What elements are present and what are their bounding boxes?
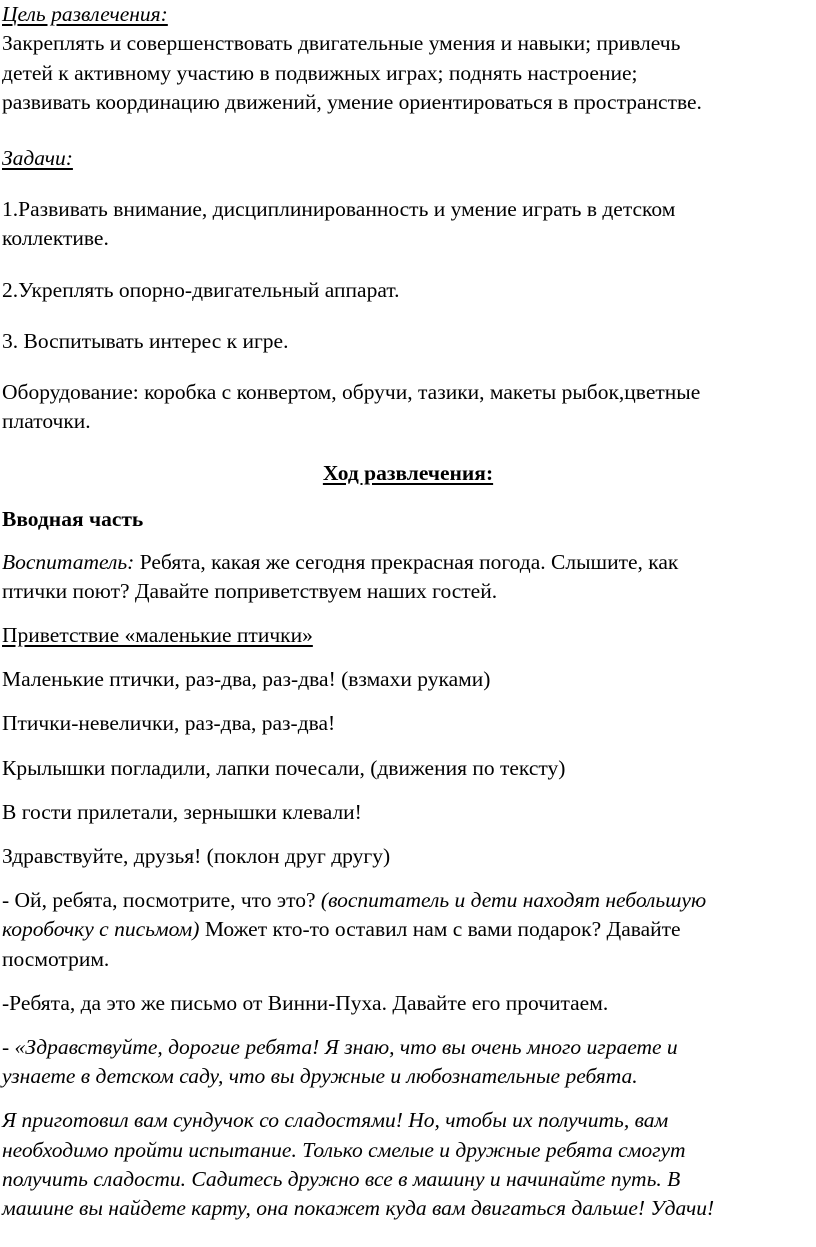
teacher-speech: Ребята, какая же сегодня прекрасная погода. Слышите, как <box>134 550 679 574</box>
dialog-line <box>2 915 681 944</box>
dialog-remark: коробочку с письмом) <box>2 917 200 941</box>
dialog-letter-line: -Ребята, да это же письмо от Винни-Пуха. Давайте его прочитаем. <box>2 991 609 1015</box>
tasks-heading: Задачи: <box>2 146 73 170</box>
verse-line: Маленькие птички, раз-два, раз-два! (взмахи руками) <box>2 667 491 691</box>
goal-text-line: детей к активному участию в подвижных играх; поднять настроение; <box>2 61 638 85</box>
course-heading: Ход развлечения: <box>322 461 494 485</box>
goal-text-line: развивать координацию движений, умение ориентироваться в пространстве. <box>2 90 702 114</box>
dialog-line: посмотрим. <box>2 947 110 971</box>
equipment-line: Оборудование: коробка с конвертом, обручи, тазики, макеты рыбок,цветные <box>2 380 701 404</box>
goal-text-line: Закреплять и совершенствовать двигательные умения и навыки; привлечь <box>2 31 681 55</box>
verse-line: В гости прилетали, зернышки клевали! <box>2 800 362 824</box>
verse-line: Птички-невелички, раз-два, раз-два! <box>2 711 336 735</box>
verse-line: Крылышки погладили, лапки почесали, (движения по тексту) <box>2 756 566 780</box>
task-item-1-continued: коллективе. <box>2 226 109 250</box>
letter-line: необходимо пройти испытание. Только смелые и дружные ребята смогут <box>2 1138 686 1162</box>
dialog-speech: - Ой, ребята, посмотрите, что это? <box>2 888 321 912</box>
task-item-3: 3. Воспитывать интерес к игре. <box>2 329 289 353</box>
letter-line: Я приготовил вам сундучок со сладостями! Но, чтобы их получить, вам <box>2 1108 669 1132</box>
letter-line: узнаете в детском саду, что вы дружные и любознательные ребята. <box>2 1064 638 1088</box>
letter-line: - «Здравствуйте, дорогие ребята! Я знаю, что вы очень много играете и <box>2 1035 678 1059</box>
letter-line: получить сладости. Садитесь дружно все в машину и начинайте путь. В <box>2 1167 681 1191</box>
task-item-1: 1.Развивать внимание, дисциплинированность и умение играть в детском <box>2 197 676 221</box>
verse-line: Здравствуйте, друзья! (поклон друг другу) <box>2 844 391 868</box>
intro-heading: Вводная часть <box>2 507 144 531</box>
teacher-line-continued: птички поют? Давайте поприветствуем наших гостей. <box>2 579 498 603</box>
dialog-line <box>2 886 706 915</box>
equipment-line: платочки. <box>2 409 91 433</box>
teacher-line <box>2 548 678 577</box>
dialog-remark: (воспитатель и дети находят небольшую <box>320 888 707 912</box>
teacher-label: Воспитатель: <box>2 550 135 574</box>
greeting-title: Приветствие «маленькие птички» <box>2 623 313 647</box>
dialog-speech: Может кто-то оставил нам с вами подарок? Давайте <box>199 917 681 941</box>
goal-heading: Цель развлечения: <box>2 2 168 26</box>
letter-line: машине вы найдете карту, она покажет куда вам двигаться дальше! Удачи! <box>2 1196 715 1220</box>
task-item-2: 2.Укреплять опорно-двигательный аппарат. <box>2 278 400 302</box>
